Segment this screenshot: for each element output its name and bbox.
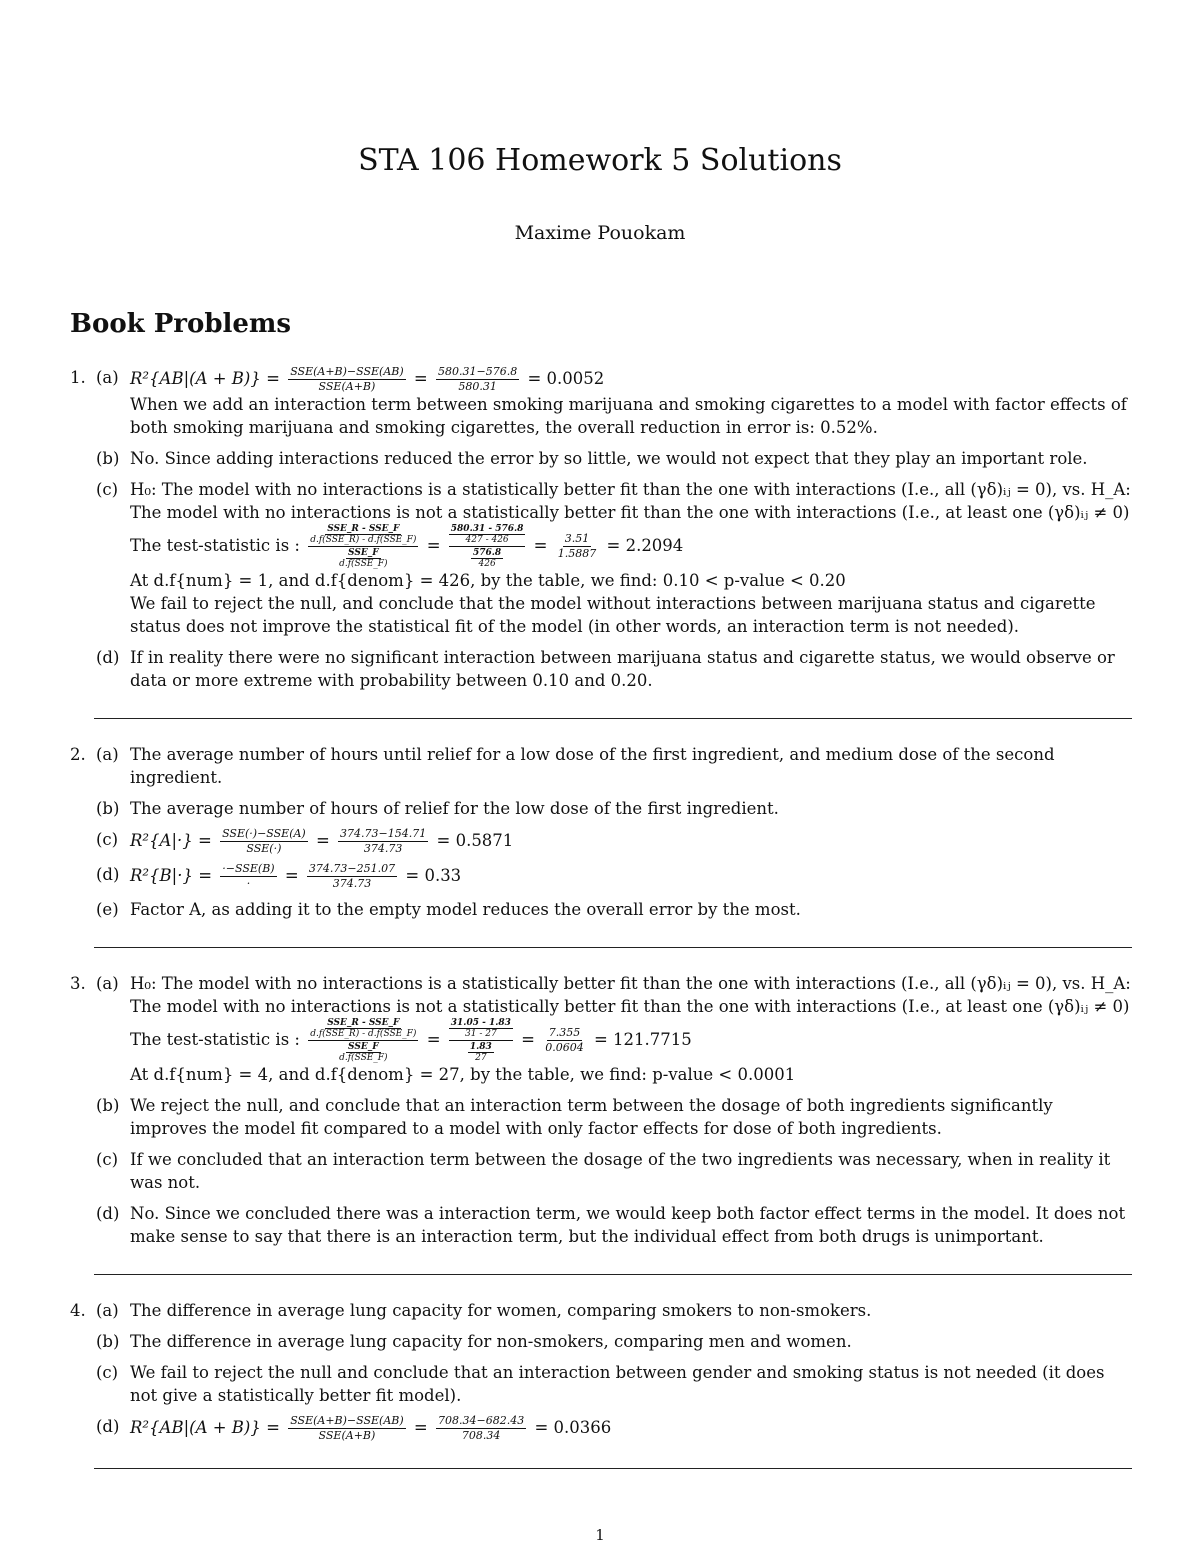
fraction-denominator: · — [246, 877, 251, 890]
answer-text: Factor A, as adding it to the empty model reduces the overall error by the most. — [130, 900, 801, 919]
problem-2b — [96, 797, 1132, 820]
section-divider — [94, 1468, 1132, 1469]
answer-text: The average number of hours of relief for the low dose of the first ingredient. — [130, 799, 779, 818]
part-label: (a) — [96, 745, 119, 764]
equation-result: = 0.0366 — [534, 1418, 612, 1437]
fraction-denominator: SSE(·) — [246, 842, 282, 855]
page-number: 1 — [595, 1526, 605, 1544]
fraction-part: SSE_F — [348, 1042, 379, 1052]
formula-fraction — [288, 366, 405, 393]
section-divider — [94, 718, 1132, 719]
answer-text: If we concluded that an interaction term between the dosage of the two ingredients was necessary, when in reality it was not. — [130, 1150, 1111, 1192]
fraction-numerator: 7.355 — [548, 1026, 581, 1039]
hypotheses-text: H₀: The model with no interactions is a statistically better fit than the one with interactions (I.e., all (γδ)ᵢⱼ = 0), vs. H_A: The model with no interactions is not a statistically better fit than the one with interactions (I.e., at least one (γδ)ᵢⱼ ≠ 0) — [130, 480, 1131, 522]
value-fraction — [436, 366, 519, 393]
part-label: (a) — [96, 1301, 119, 1320]
problem-4b — [96, 1330, 1132, 1353]
fraction-part: 1.83 — [469, 1042, 492, 1052]
equation-result: = 0.5871 — [436, 831, 514, 850]
equation-lhs: R²{B|·} = — [130, 866, 213, 885]
fraction-denominator: 580.31 — [458, 380, 497, 393]
fraction-part: 427 - 426 — [465, 535, 509, 545]
problem-1 — [70, 366, 1132, 692]
value-fraction — [307, 863, 397, 890]
part-label: (b) — [96, 1096, 120, 1115]
fraction-part: 580.31 - 576.8 — [450, 524, 524, 534]
r-squared-equation: R²{A|·} = $\frac{\text{SSE(·)−SSE(A)}}{\text{SSE(·)}}$ = $\frac{374.73-154.71}{374.73}$ = 0.5871 — [130, 827, 514, 855]
formula-fraction — [220, 863, 276, 890]
fraction-numerator: SSE(A+B)−SSE(AB) — [290, 1414, 404, 1427]
fraction-part: d.f(SSE_F) — [339, 559, 388, 569]
problem-number: 4. — [70, 1301, 86, 1320]
value-fraction — [436, 1415, 526, 1442]
fraction-part: 31.05 - 1.83 — [450, 1018, 511, 1028]
problem-4 — [70, 1299, 1132, 1442]
problem-4a — [96, 1299, 1132, 1322]
answer-text: No. Since we concluded there was a interaction term, we would keep both factor effect terms in the model. It does not make sense to say that there is an interaction term, but the individual effect from both drugs is unimportant. — [130, 1204, 1126, 1246]
test-statistic-label: The test-statistic is : — [130, 1030, 300, 1049]
problem-3 — [70, 972, 1132, 1248]
fraction-numerator: SSE(A+B)−SSE(AB) — [290, 365, 404, 378]
r-squared-equation: R²{AB|(A + B)} = $\frac{\text{SSE(A+B)−SSE(AB)}}{\text{SSE(A+B)}}$ = $\frac{580.31-576.8}{580.31}$ = 0.0052 — [130, 365, 605, 393]
simplified-fraction — [556, 533, 599, 560]
fraction-numerator: 3.51 — [564, 532, 590, 545]
document-author: Maxime Pouokam — [514, 222, 686, 244]
section-heading: Book Problems — [70, 309, 292, 339]
part-label: (d) — [96, 1204, 120, 1223]
fraction-numerator: 374.73−154.71 — [340, 827, 427, 840]
answer-text: No. Since adding interactions reduced the error by so little, we would not expect that they play an important role. — [130, 449, 1088, 468]
answer-text: The difference in average lung capacity for women, comparing smokers to non-smokers. — [130, 1301, 872, 1320]
problem-number: 1. — [70, 368, 86, 387]
value-f-fraction — [449, 1018, 513, 1063]
part-label: (e) — [96, 900, 119, 919]
problem-3b — [96, 1094, 1132, 1140]
fraction-part: 576.8 — [473, 548, 502, 558]
fraction-denominator: 374.73 — [332, 877, 372, 890]
part-label: (a) — [96, 368, 119, 387]
problem-2c — [96, 828, 1132, 855]
general-f-fraction — [308, 1018, 418, 1063]
answer-text: We fail to reject the null and conclude that an interaction between gender and smoking status is not needed (it does not give a statistically better fit model). — [130, 1363, 1105, 1405]
fraction-part: d.f(SSE_R) - d.f(SSE_F) — [310, 535, 417, 545]
problem-2 — [70, 743, 1132, 921]
r-squared-equation: R²{AB|(A + B)} = $\frac{\text{SSE(A+B)−SSE(AB)}}{\text{SSE(A+B)}}$ = $\frac{708.34-682.43}{708.34}$ = 0.0366 — [130, 1414, 612, 1442]
fraction-numerator: ·−SSE(B) — [222, 862, 275, 875]
problem-2d — [96, 863, 1132, 890]
fraction-denominator: 374.73 — [363, 842, 403, 855]
part-label: (d) — [96, 648, 120, 667]
part-label: (b) — [96, 449, 120, 468]
part-label: (c) — [96, 830, 119, 849]
section-divider — [94, 947, 1132, 948]
degrees-of-freedom-text: At d.f{num} = 1, and d.f{denom} = 426, by the table, we find: 0.10 < p-value < 0.20 — [130, 571, 846, 590]
test-statistic-equation: The test-statistic is : SSE_R - SSE_F d.f(SSE_R) - d.f(SSE_F) SSE_F d.f(SSE_F) = 31.05 - 1.83 31 - 27 1.83 27 = $\frac{7.355}{0.0604}$ = 121.7715 — [130, 1018, 692, 1063]
part-label: (c) — [96, 480, 119, 499]
equation-lhs: R²{A|·} = — [130, 831, 212, 850]
fraction-part: SSE_R - SSE_F — [327, 524, 400, 534]
equation-result: = 0.0052 — [527, 369, 605, 388]
formula-fraction — [220, 828, 308, 855]
problem-2e — [96, 898, 1132, 921]
part-label: (b) — [96, 799, 120, 818]
equation-result: = 0.33 — [405, 866, 462, 885]
section-divider — [94, 1274, 1132, 1275]
fraction-denominator: SSE(A+B) — [318, 1429, 376, 1442]
fraction-numerator: 374.73−251.07 — [308, 862, 396, 875]
hypotheses-text: H₀: The model with no interactions is a statistically better fit than the one with interactions (I.e., all (γδ)ᵢⱼ = 0), vs. H_A: The model with no interactions is not a statistically better fit than the one with interactions (I.e., at least one (γδ)ᵢⱼ ≠ 0) — [130, 974, 1131, 1016]
problem-2a — [96, 743, 1132, 789]
equation-lhs: R²{AB|(A + B)} = — [130, 369, 280, 388]
value-fraction — [338, 828, 428, 855]
problem-1d — [96, 646, 1132, 692]
fraction-denominator: SSE(A+B) — [318, 380, 376, 393]
equation-result: = 2.2094 — [606, 536, 684, 555]
general-f-fraction — [308, 524, 418, 569]
fraction-part: SSE_F — [348, 548, 379, 558]
equation-lhs: R²{AB|(A + B)} = — [130, 1418, 280, 1437]
conclusion-text: We fail to reject the null, and conclude that the model without interactions between marijuana status and cigarette status does not improve the statistical fit of the model (in other words, an interaction term is not needed). — [130, 594, 1096, 636]
fraction-part: SSE_R - SSE_F — [327, 1018, 400, 1028]
equation-result: = 121.7715 — [593, 1030, 692, 1049]
part-label: (c) — [96, 1363, 119, 1382]
test-statistic-label: The test-statistic is : — [130, 536, 300, 555]
problem-1a — [96, 366, 1132, 439]
problem-3c — [96, 1148, 1132, 1194]
fraction-part: 426 — [478, 559, 496, 569]
part-label: (a) — [96, 974, 119, 993]
part-label: (b) — [96, 1332, 120, 1351]
degrees-of-freedom-text: At d.f{num} = 4, and d.f{denom} = 27, by the table, we find: p-value < 0.0001 — [130, 1065, 796, 1084]
problem-number: 2. — [70, 745, 86, 764]
simplified-fraction — [543, 1027, 586, 1054]
part-label: (d) — [96, 865, 120, 884]
value-f-fraction — [449, 524, 526, 569]
answer-text: If in reality there were no significant interaction between marijuana status and cigarette status, we would observe or data or more extreme with probability between 0.10 and 0.20. — [130, 648, 1115, 690]
problem-4c — [96, 1361, 1132, 1407]
fraction-denominator: 708.34 — [461, 1429, 501, 1442]
part-label: (c) — [96, 1150, 119, 1169]
answer-text: The average number of hours until relief for a low dose of the first ingredient, and medium dose of the second ingredient. — [130, 745, 1055, 787]
problems-body — [70, 366, 1132, 1493]
problem-number: 3. — [70, 974, 86, 993]
fraction-denominator: 1.5887 — [557, 547, 597, 560]
answer-text: We reject the null, and conclude that an interaction term between the dosage of both ingredients significantly improves the model fit compared to a model with only factor effects for dose of both ingredients. — [130, 1096, 1053, 1138]
answer-text: When we add an interaction term between smoking marijuana and smoking cigarettes to a model with factor effects of both smoking marijuana and smoking cigarettes, the overall reduction in error is: 0.52%. — [130, 395, 1127, 437]
formula-fraction — [288, 1415, 405, 1442]
answer-text: The difference in average lung capacity for non-smokers, comparing men and women. — [130, 1332, 852, 1351]
fraction-part: d.f(SSE_F) — [339, 1053, 388, 1063]
problem-3a — [96, 972, 1132, 1086]
fraction-part: 27 — [475, 1053, 487, 1063]
fraction-numerator: SSE(·)−SSE(A) — [222, 827, 306, 840]
r-squared-equation: R²{B|·} = $\frac{\text{·−SSE(B)}}{\cdot}$ = $\frac{374.73-251.07}{374.73}$ = 0.33 — [130, 862, 462, 890]
fraction-denominator: 0.0604 — [545, 1041, 584, 1054]
test-statistic-equation: The test-statistic is : SSE_R - SSE_F d.f(SSE_R) - d.f(SSE_F) SSE_F d.f(SSE_F) = 580.31 - 576.8 427 - 426 576.8 426 = $\frac{3.51}{1.5887}$ = 2.2094 — [130, 524, 684, 569]
problem-1b — [96, 447, 1132, 470]
fraction-numerator: 708.34−682.43 — [438, 1414, 525, 1427]
problem-3d — [96, 1202, 1132, 1248]
problem-1c — [96, 478, 1132, 638]
problem-4d — [96, 1415, 1132, 1442]
part-label: (d) — [96, 1417, 120, 1436]
document-title: STA 106 Homework 5 Solutions — [358, 143, 842, 178]
fraction-numerator: 580.31−576.8 — [438, 365, 518, 378]
fraction-part: 31 - 27 — [465, 1029, 497, 1039]
fraction-part: d.f(SSE_R) - d.f(SSE_F) — [310, 1029, 417, 1039]
